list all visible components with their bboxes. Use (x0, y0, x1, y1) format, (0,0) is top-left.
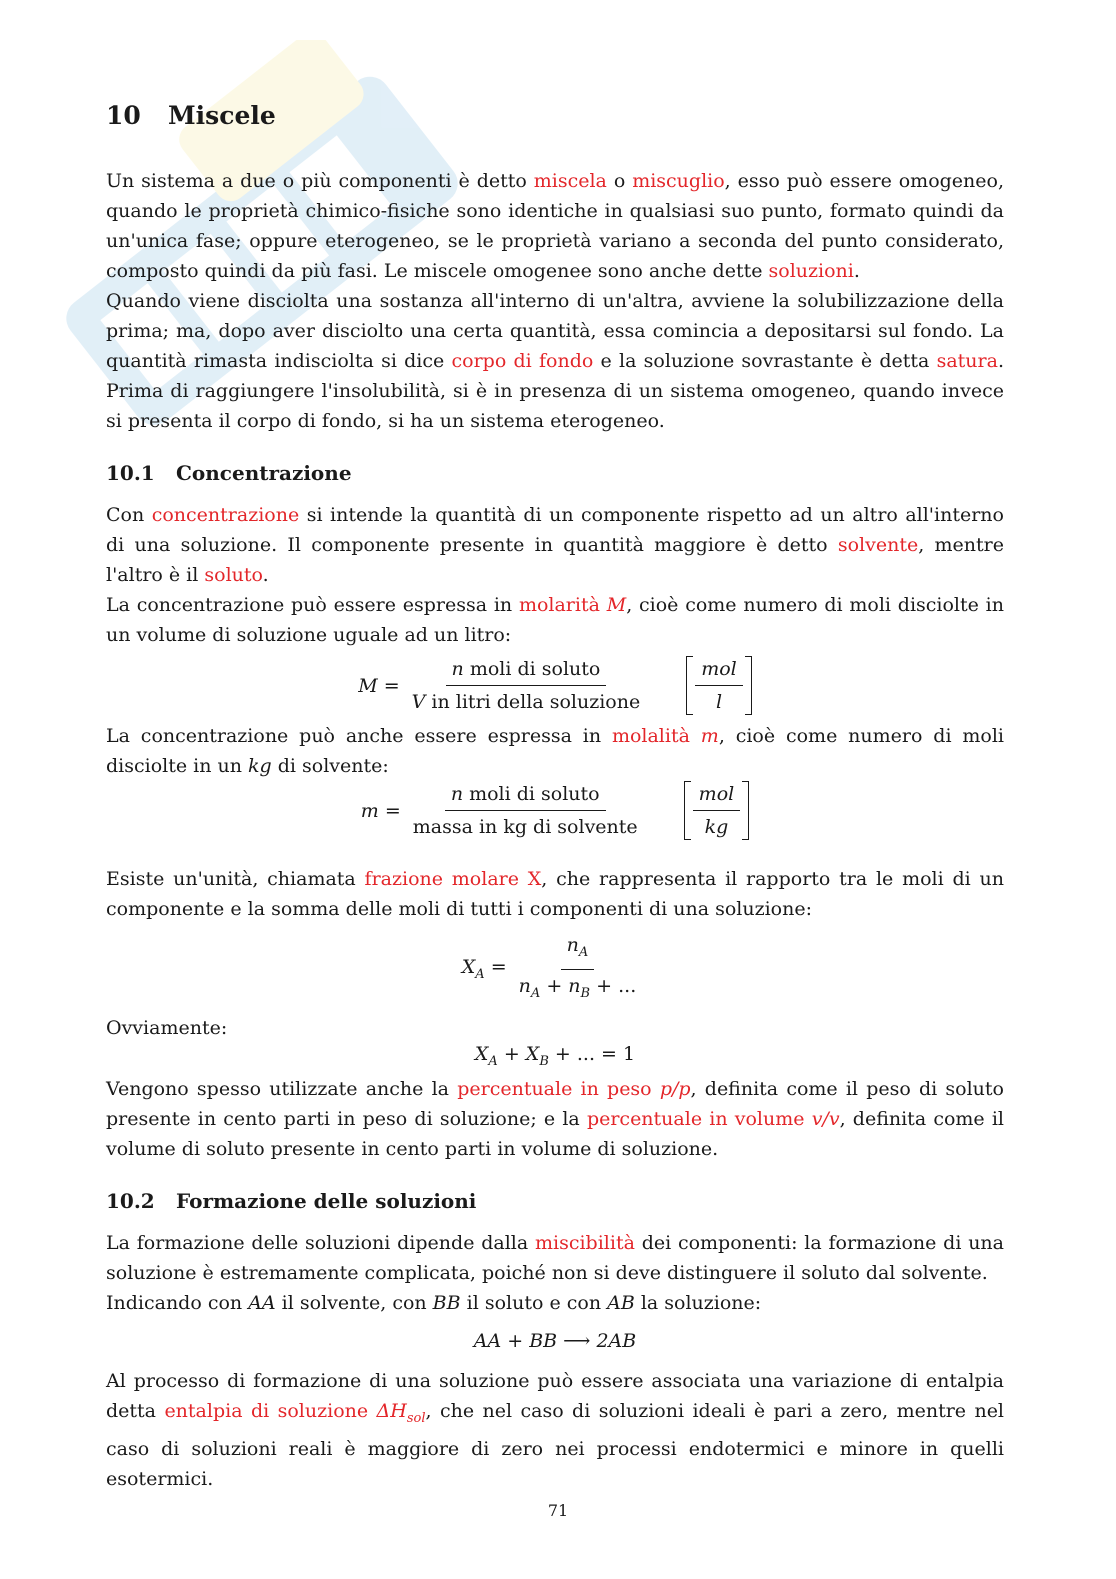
keyword-percentuale-peso: percentuale in peso p/p (457, 1078, 691, 1101)
keyword-solvente: solvente (837, 534, 919, 556)
paragraph-miscibilita: La formazione delle soluzioni dipende dalla miscibilità dei componenti: la formazione di una soluzione è estremamente complicata, poiché non si deve distinguere il soluto dal solvente. (106, 1232, 1004, 1285)
keyword-satura: satura (936, 350, 998, 372)
paragraph-concentrazione: Con concentrazione si intende la quantità di un componente rispetto ad un altro all'interno di una soluzione. Il componente presente in quantità maggiore è detto solvente, mentre l'altro è il soluto. (106, 504, 1005, 586)
paragraph-frazione-molare: Esiste un'unità, chiamata frazione molare X, che rappresenta il rapporto tra le moli di un componente e la somma delle moli di tutti i componenti di una soluzione: (106, 868, 1004, 920)
keyword-frazione-molare: frazione molare X (364, 868, 542, 890)
paragraph-percentuali: Vengono spesso utilizzate anche la percentuale in peso p/p, definita come il peso di soluto presente in cento parti in peso di soluzione; e la percentuale in volume v/v, definita come il volume di soluto presente in cento parti in volume di soluzione. (106, 1078, 1005, 1161)
unit-mol-per-l: $\frac{\text{mol}}{l}$ (686, 656, 752, 715)
equation-sum-fractions: $X_A + X_B$ + ... = 1 (474, 1042, 636, 1069)
keyword-miscibilita: miscibilità (534, 1232, 635, 1255)
section-heading (106, 96, 1004, 136)
equation-reaction: AA + BB ⟶ 2AB (473, 1330, 637, 1353)
subsection-heading-formazione: 10.2 Formazione delle soluzioni (106, 1189, 477, 1214)
equation-mole-fraction: $X_A$ = $\frac{n_A}{n_A + n_B + ...}$ (461, 934, 637, 1001)
keyword-miscela: miscela (533, 170, 607, 192)
keyword-molalita: molalità m (611, 725, 719, 747)
page-content (106, 96, 1004, 1494)
paragraph-intro: Un sistema a due o più componenti è detto miscela o miscuglio, esso può essere omogeneo, quando le proprietà chimico-fisiche sono identiche in qualsiasi suo punto, formato quindi da un'unica fase; oppure eterogeneo, se le proprietà variano a seconda del punto considerato, composto quindi da più fasi. Le miscele omogenee sono anche dette soluzioni. (106, 170, 1005, 282)
paragraph-entalpia: Al processo di formazione di una soluzione può essere associata una variazione di entalpia detta entalpia di soluzione $\Delta H_{sol}$, che nel caso di soluzioni ideali è pari a zero, mentre nel caso di soluzioni reali è maggiore di zero nei processi endotermici e minore in quelli esotermici. (106, 1370, 1005, 1491)
equation-molarity: M = $\frac{\text{n moli di soluto}}{\text{V in litri della soluzione}}$ $\frac{\text{mol}}{l}$ (106, 656, 1004, 715)
paragraph-indicando: Indicando con AA il solvente, con BB il soluto e con AB la soluzione: (106, 1292, 762, 1315)
unit-mol-per-kg: $\frac{\text{mol}}{kg}$ (684, 781, 750, 840)
equation-molality: m = $\frac{\text{n moli di soluto}}{\text{massa in kg di solvente}}$ $\frac{\text{mol}}{kg}$ (106, 781, 1004, 840)
paragraph-molarita: La concentrazione può essere espressa in molarità M, cioè come numero di moli disciolte in un volume di soluzione uguale ad un litro: (106, 594, 1004, 646)
keyword-soluto: soluto (204, 564, 263, 586)
keyword-concentrazione: concentrazione (151, 504, 300, 526)
keyword-corpo-di-fondo: corpo di fondo (451, 350, 594, 372)
paragraph-ovviamente: Ovviamente: (106, 1016, 228, 1039)
section-title: Miscele (168, 101, 276, 130)
keyword-entalpia-soluzione: entalpia di soluzione $\Delta H_{sol}$ (164, 1400, 426, 1427)
keyword-miscuglio: miscuglio (632, 170, 725, 192)
page-number: 71 (547, 1501, 569, 1520)
keyword-percentuale-volume: percentuale in volume v/v (586, 1108, 840, 1131)
subsection-heading-concentrazione: 10.1 Concentrazione (106, 461, 352, 485)
paragraph-molalita: La concentrazione può anche essere espressa in molalità m, cioè come numero di moli disciolte in un kg di solvente: (106, 725, 1005, 777)
section-number: 10 (106, 101, 141, 130)
keyword-soluzioni: soluzioni (768, 260, 854, 282)
keyword-molarita: molarità M (518, 594, 627, 616)
paragraph-saturation: Quando viene disciolta una sostanza all'interno di un'altra, avviene la solubilizzazione della prima; ma, dopo aver disciolto una certa quantità, essa comincia a depositarsi sul fondo. La quantità rimasta indisciolta si dice corpo di fondo e la soluzione sovrastante è detta satura. Prima di raggiungere l'insolubilità, si è in presenza di un sistema omogeneo, quando invece si presenta il corpo di fondo, si ha un sistema eterogeneo. (106, 290, 1004, 432)
